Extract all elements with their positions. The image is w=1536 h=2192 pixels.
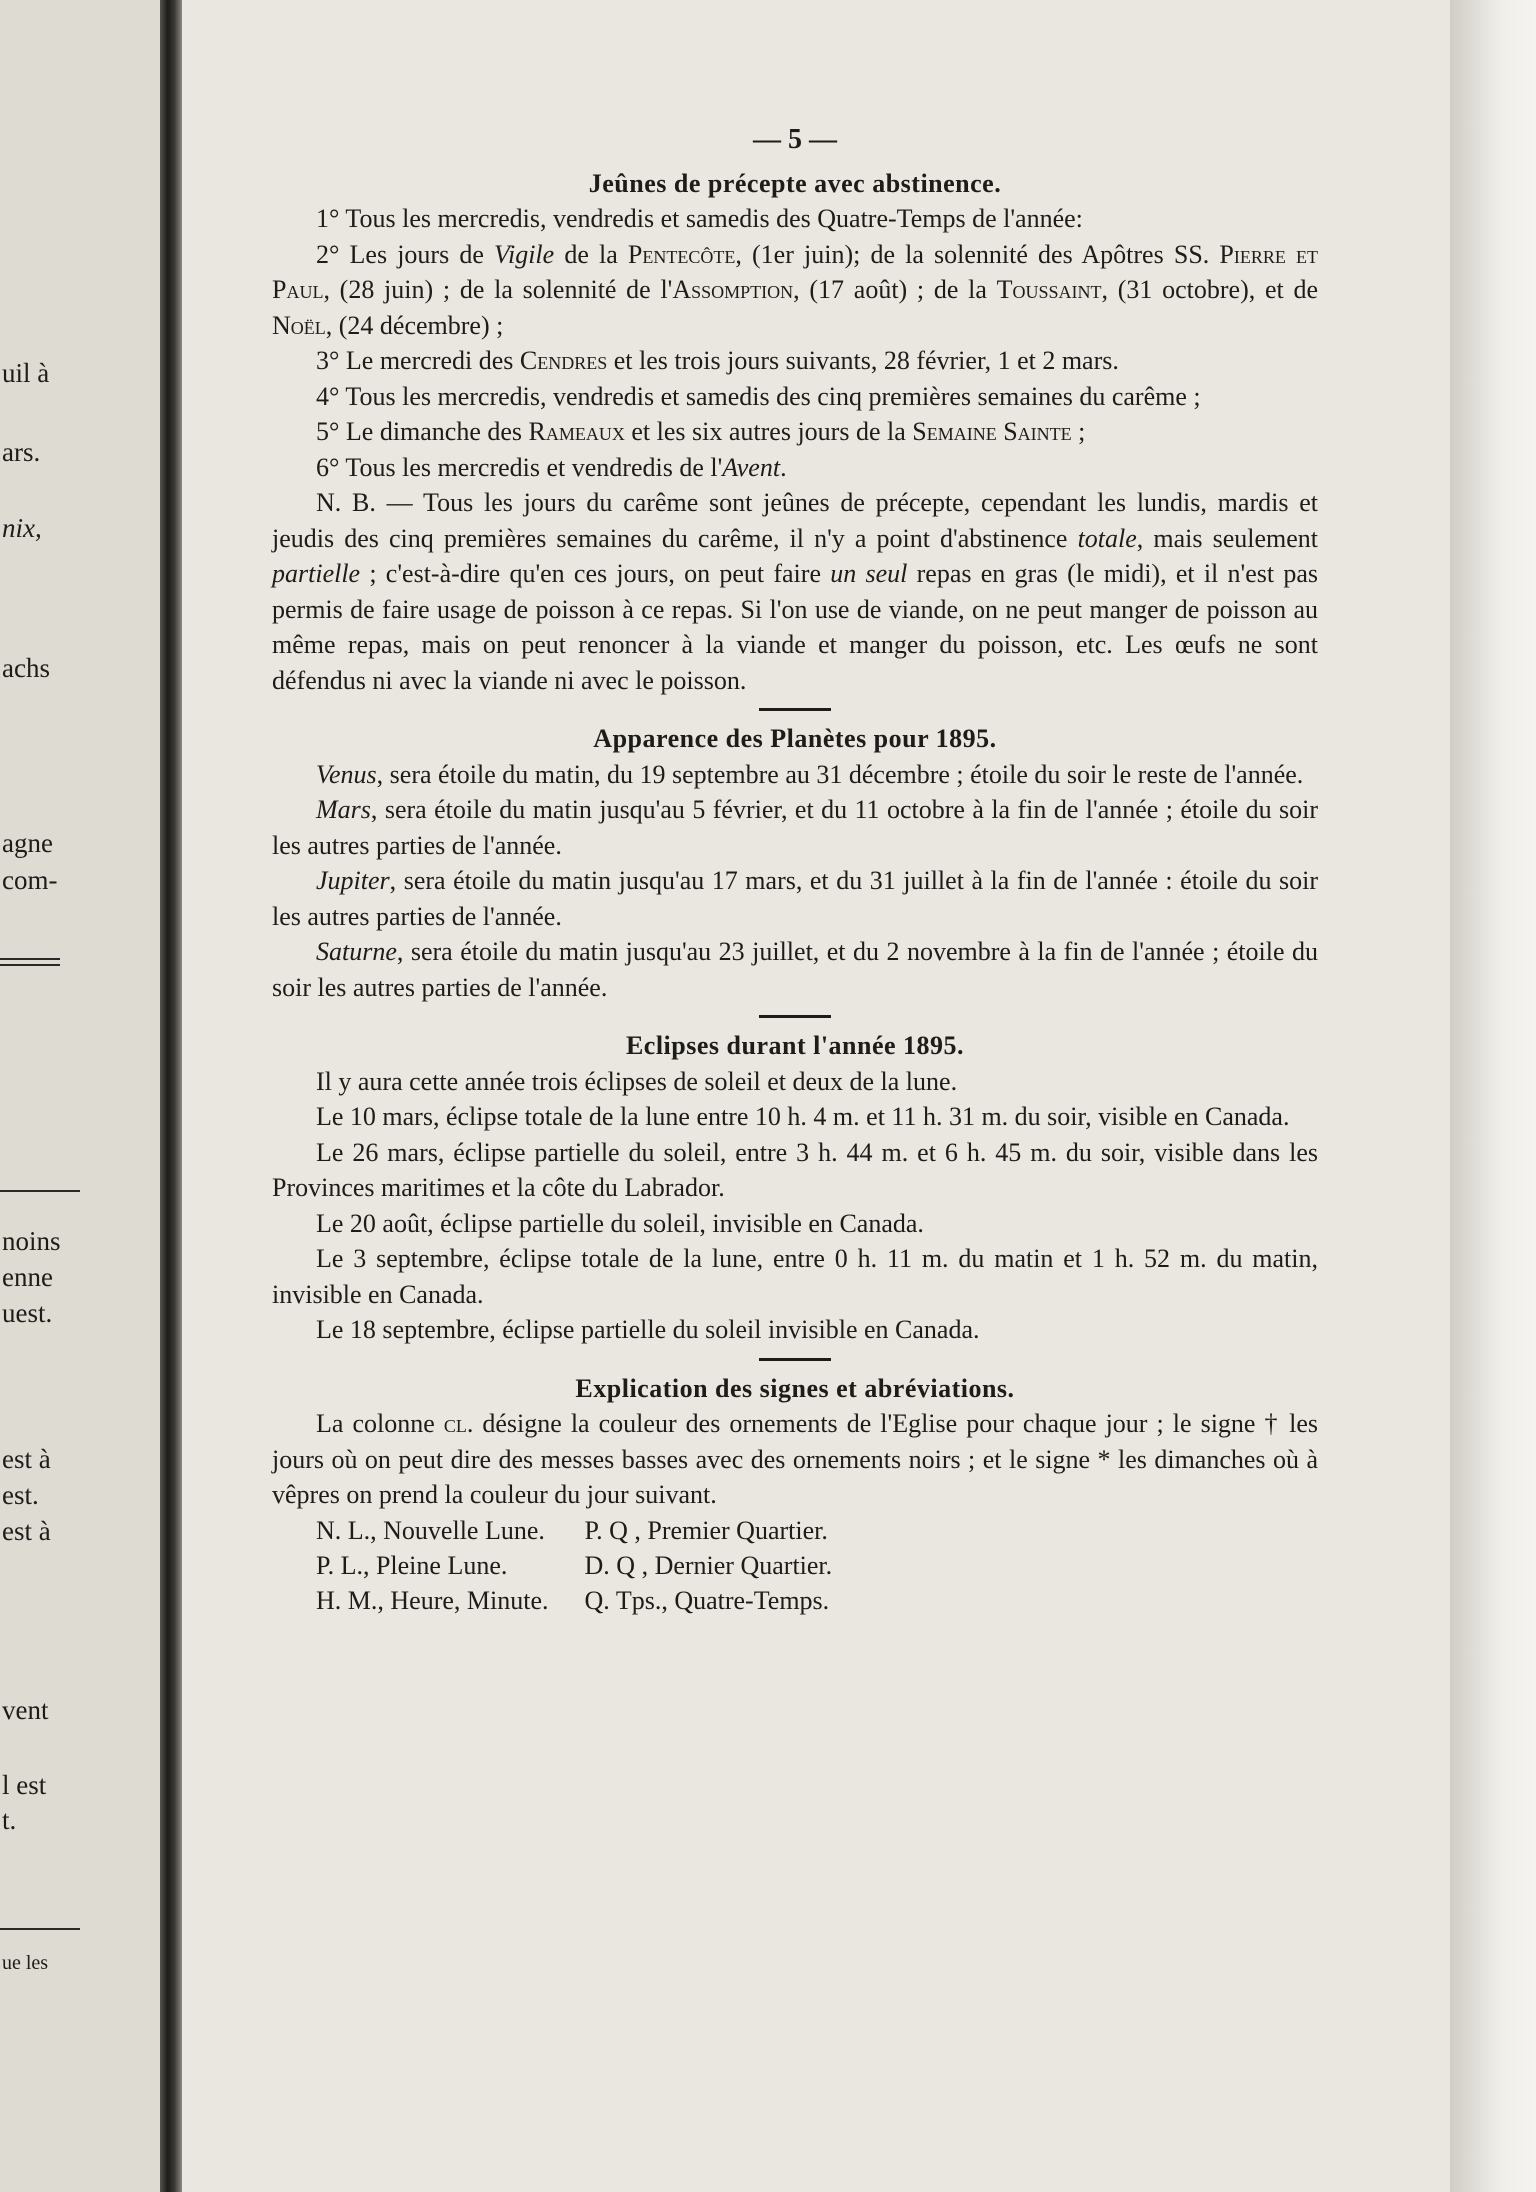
paragraph: 2° Les jours de Vigile de la Pentecôte, (1er juin); de la solennité des Apôtres SS. Pierre et Paul, (28 juin) ; de la solennité de l'Assomption, (17 août) ; de la Toussaint, (31 octobre), et de Noël, (24 décembre) ; (272, 239, 1319, 340)
facing-page-text: noins (2, 1226, 61, 1256)
table-row (316, 1513, 868, 1548)
paragraph: 4° Tous les mercredis, vendredis et samedis des cinq premières semaines du carême ; (316, 381, 1201, 411)
facing-page-text: est. (2, 1480, 39, 1510)
facing-page-text: est à (2, 1444, 51, 1474)
book-gutter (160, 0, 182, 2192)
paragraph: La colonne cl. désigne la couleur des ornements de l'Eglise pour chaque jour ; le signe † les jours où on peut dire des messes basses avec des ornements noirs ; et le signe * les dimanches où à vêpres on prend la couleur du jour suivant. (272, 1409, 1318, 1509)
section-planets (272, 721, 1318, 1005)
facing-page-fragment (0, 0, 160, 2192)
table-row (316, 1548, 868, 1583)
paragraph: Saturne, sera étoile du matin jusqu'au 23 juillet, et du 2 novembre à la fin de l'année ; étoile du soir les autres parties de l'année. (272, 937, 1318, 1002)
paragraph: 6° Tous les mercredis et vendredis de l'Avent. (316, 452, 787, 482)
paragraph: Le 26 mars, éclipse partielle du soleil, entre 3 h. 44 m. et 6 h. 45 m. du soir, visible dans les Provinces maritimes et la côte du Labrador. (272, 1137, 1318, 1202)
facing-page-rule (0, 1190, 80, 1192)
abbreviation-table (316, 1513, 868, 1618)
paragraph: Le 3 septembre, éclipse totale de la lune, entre 0 h. 11 m. du matin et 1 h. 52 m. du matin, invisible en Canada. (272, 1244, 1318, 1309)
facing-page-text: nix, (2, 513, 42, 543)
section-heading: Apparence des Planètes pour 1895. (593, 724, 997, 753)
table-cell: H. M., Heure, Minute. (316, 1585, 549, 1615)
paragraph: 1° Tous les mercredis, vendredis et samedis des Quatre-Temps de l'année: (316, 204, 1083, 233)
section-heading: Explication des signes et abréviations. (575, 1373, 1015, 1403)
page-number: — 5 — (753, 124, 837, 155)
paragraph: Le 20 août, éclipse partielle du soleil, invisible en Canada. (316, 1208, 924, 1238)
facing-page-text: enne (2, 1262, 53, 1292)
facing-page-text: l est (2, 1770, 47, 1800)
paragraph: Le 10 mars, éclipse totale de la lune entre 10 h. 4 m. et 11 h. 31 m. du soir, visible en Canada. (316, 1102, 1290, 1131)
paragraph: Il y aura cette année trois éclipses de soleil et deux de la lune. (316, 1066, 958, 1096)
nota-bene: N. B. — Tous les jours du carême sont jeûnes de précepte, cependant les lundis, mardis et jeudis des cinq premières semaines du carême, il n'y a point d'abstinence totale, mais seulement partielle ; c'est-à-dire qu'en ces jours, on peut faire un seul repas en gras (le midi), et il n'est pas permis de faire usage de poisson à ce repas. Si l'on use de viande, on ne peut manger de poisson au même repas, mais on peut renoncer à la viande et manger du poisson, etc. Les œufs ne sont défendus ni avec la viande ni avec le poisson. (272, 488, 1319, 695)
facing-page-text: ars. (2, 437, 41, 467)
section-fasting-rules (272, 166, 1318, 699)
facing-page-rule (0, 958, 60, 960)
table-row (316, 1583, 868, 1618)
table-cell: N. L., Nouvelle Lune. (316, 1515, 545, 1545)
facing-page-text: agne (2, 828, 53, 858)
facing-page-text: est à (2, 1516, 51, 1546)
paragraph: Le 18 septembre, éclipse partielle du soleil invisible en Canada. (316, 1315, 980, 1344)
facing-page-text: uest. (2, 1298, 53, 1328)
paragraph: 3° Le mercredi des Cendres et les trois jours suivants, 28 février, 1 et 2 mars. (316, 346, 1119, 375)
paragraph: Venus, sera étoile du matin, du 19 septembre au 31 décembre ; étoile du soir le reste de l'année. (316, 759, 1304, 789)
section-eclipses (272, 1028, 1318, 1348)
facing-page-text: t. (2, 1805, 17, 1835)
section-heading: Jeûnes de précepte avec abstinence. (588, 168, 1002, 198)
facing-page-text: com- (2, 865, 58, 895)
facing-page-text: uil à (2, 358, 50, 388)
facing-page-text: achs (2, 653, 50, 683)
table-cell: D. Q , Dernier Quartier. (584, 1550, 833, 1580)
paragraph: Mars, sera étoile du matin jusqu'au 5 février, et du 11 octobre à la fin de l'année ; étoile du soir les autres parties de l'année. (272, 795, 1318, 860)
section-divider (759, 1015, 831, 1018)
table-cell: P. L., Pleine Lune. (316, 1550, 508, 1580)
section-signs-abbreviations (272, 1371, 1318, 1618)
paragraph: Jupiter, sera étoile du matin jusqu'au 17 mars, et du 31 juillet à la fin de l'année : étoile du soir les autres parties de l'année. (272, 866, 1318, 931)
page-edge (1450, 0, 1536, 2192)
table-cell: Q. Tps., Quatre-Temps. (584, 1585, 830, 1615)
section-heading: Eclipses durant l'année 1895. (625, 1031, 965, 1060)
facing-page-rule (0, 964, 60, 966)
facing-page-text: vent (2, 1695, 49, 1725)
facing-page-text: ue les (2, 1952, 49, 1974)
section-divider (759, 708, 831, 711)
paragraph: 5° Le dimanche des Rameaux et les six autres jours de la Semaine Sainte ; (316, 417, 1086, 446)
page-text-column (272, 122, 1318, 1618)
section-divider (759, 1358, 831, 1361)
facing-page-rule (0, 1928, 80, 1930)
table-cell: P. Q , Premier Quartier. (584, 1515, 828, 1545)
